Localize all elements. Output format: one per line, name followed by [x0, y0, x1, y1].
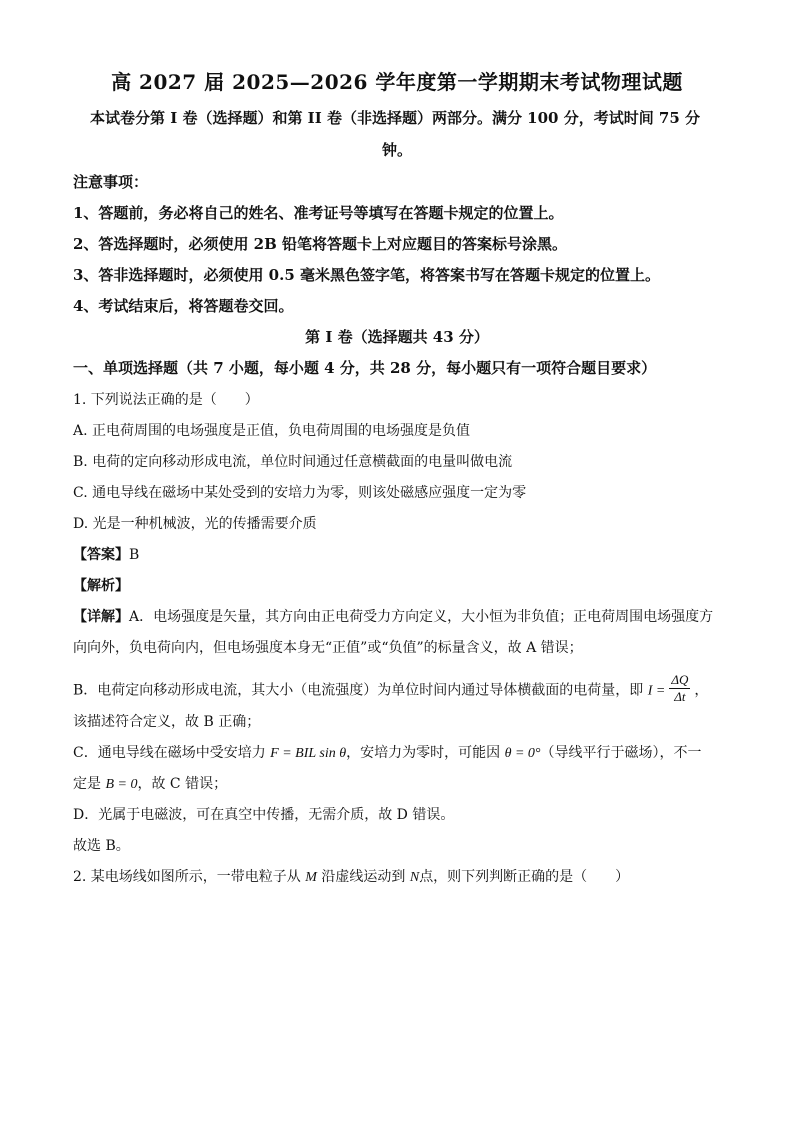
detail-c-text-2a: 定是 — [73, 776, 101, 792]
fraction-numerator: ΔQ — [671, 672, 689, 687]
question-1-stem: 1. 下列说法正确的是（ ） — [73, 392, 259, 408]
answer-line — [73, 545, 723, 565]
question-1-option-c: C. 通电导线在磁场中某处受到的安培力为零，则该处磁感应强度一定为零 — [73, 485, 527, 501]
notice-item-3: 3、答非选择题时，必须使用 0.5 毫米黑色签字笔，将答案书写在答题卡规定的位置上。 — [73, 266, 660, 284]
analysis-line — [73, 576, 723, 596]
answer-value: B — [129, 547, 140, 563]
question-1-option-b: B. 电荷的定向移动形成电流，单位时间通过任意横截面的电量叫做电流 — [73, 454, 513, 470]
detail-b-text-1: B．电荷定向移动形成电流，其大小（电流强度）为单位时间内通过导体横截面的电荷量，即 — [73, 682, 644, 699]
detail-tag: 【详解】 — [73, 609, 129, 625]
point-n-label: N — [409, 870, 420, 885]
detail-c-line-2 — [73, 774, 723, 795]
intro-line-1: 本试卷分第 I 卷（选择题）和第 II 卷（非选择题）两部分。满分 100 分，考试时间 75 分 — [90, 109, 701, 127]
question-2-text-a: 2. 某电场线如图所示，一带电粒子从 — [73, 869, 301, 885]
notice-item-4: 4、考试结束后，将答题卷交回。 — [73, 297, 294, 315]
notice-item-1: 1、答题前，务必将自己的姓名、准考证号等填写在答题卡规定的位置上。 — [73, 204, 564, 222]
detail-c-line-1 — [73, 743, 723, 764]
part-heading: 一、单项选择题（共 7 小题，每小题 4 分，共 28 分，每小题只有一项符合题目要求） — [73, 359, 657, 377]
fraction-denominator: Δt — [674, 689, 686, 704]
detail-a-line-1 — [73, 607, 723, 627]
detail-c-text-2b: ，故 C 错误； — [137, 776, 228, 792]
formula-theta-zero: θ = 0° — [504, 746, 541, 761]
section-title: 第 I 卷（选择题共 43 分） — [305, 328, 489, 346]
formula-b-zero: B = 0 — [105, 777, 138, 792]
question-2-text-c: 点，则下列判断正确的是（ ） — [419, 869, 630, 885]
detail-d-line: D．光属于电磁波，可在真空中传播，无需介质，故 D 错误。 — [73, 807, 455, 823]
question-1-option-a: A. 正电荷周围的电场强度是正值，负电荷周围的电场强度是负值 — [73, 423, 471, 439]
answer-tag: 【答案】 — [73, 547, 129, 563]
detail-c-text-1b: ，安培力为零时，可能因 — [346, 745, 501, 761]
detail-a-text-1: A．电场强度是矢量，其方向由正电荷受力方向定义，大小恒为非负值；正电荷周围电场强度方 — [129, 609, 714, 625]
formula-ampere-force: F = BIL sin θ — [270, 746, 347, 761]
notice-item-2: 2、答选择题时，必须使用 2B 铅笔将答题卡上对应题目的答案标号涂黑。 — [73, 235, 567, 253]
detail-c-text-1c: （导线平行于磁场），不一 — [540, 745, 702, 761]
point-m-label: M — [305, 870, 317, 885]
exam-title: 高 2027 届 2025—2026 学年度第一学期期末考试物理试题 — [111, 70, 683, 94]
question-1-option-d: D. 光是一种机械波，光的传播需要介质 — [73, 516, 317, 532]
question-2-text-b: 沿虚线运动到 — [321, 869, 406, 885]
detail-c-text-1a: C．通电导线在磁场中受安培力 — [73, 745, 266, 761]
conclusion-line: 故选 B。 — [73, 838, 130, 854]
formula-current-lhs: I = — [647, 683, 666, 699]
question-2-stem — [73, 867, 723, 888]
intro-line-2: 钟。 — [381, 141, 412, 159]
detail-b-text-1-end: ， — [694, 682, 709, 699]
analysis-tag: 【解析】 — [73, 578, 129, 594]
detail-b-line-2: 该描述符合定义，故 B 正确； — [73, 714, 261, 730]
notice-heading: 注意事项： — [73, 173, 149, 191]
detail-b-line-1 — [73, 674, 723, 707]
detail-a-line-2: 向向外，负电荷向内，但电场强度本身无“正值”或“负值”的标量含义，故 A 错误； — [73, 640, 583, 656]
formula-current-fraction — [669, 672, 690, 705]
